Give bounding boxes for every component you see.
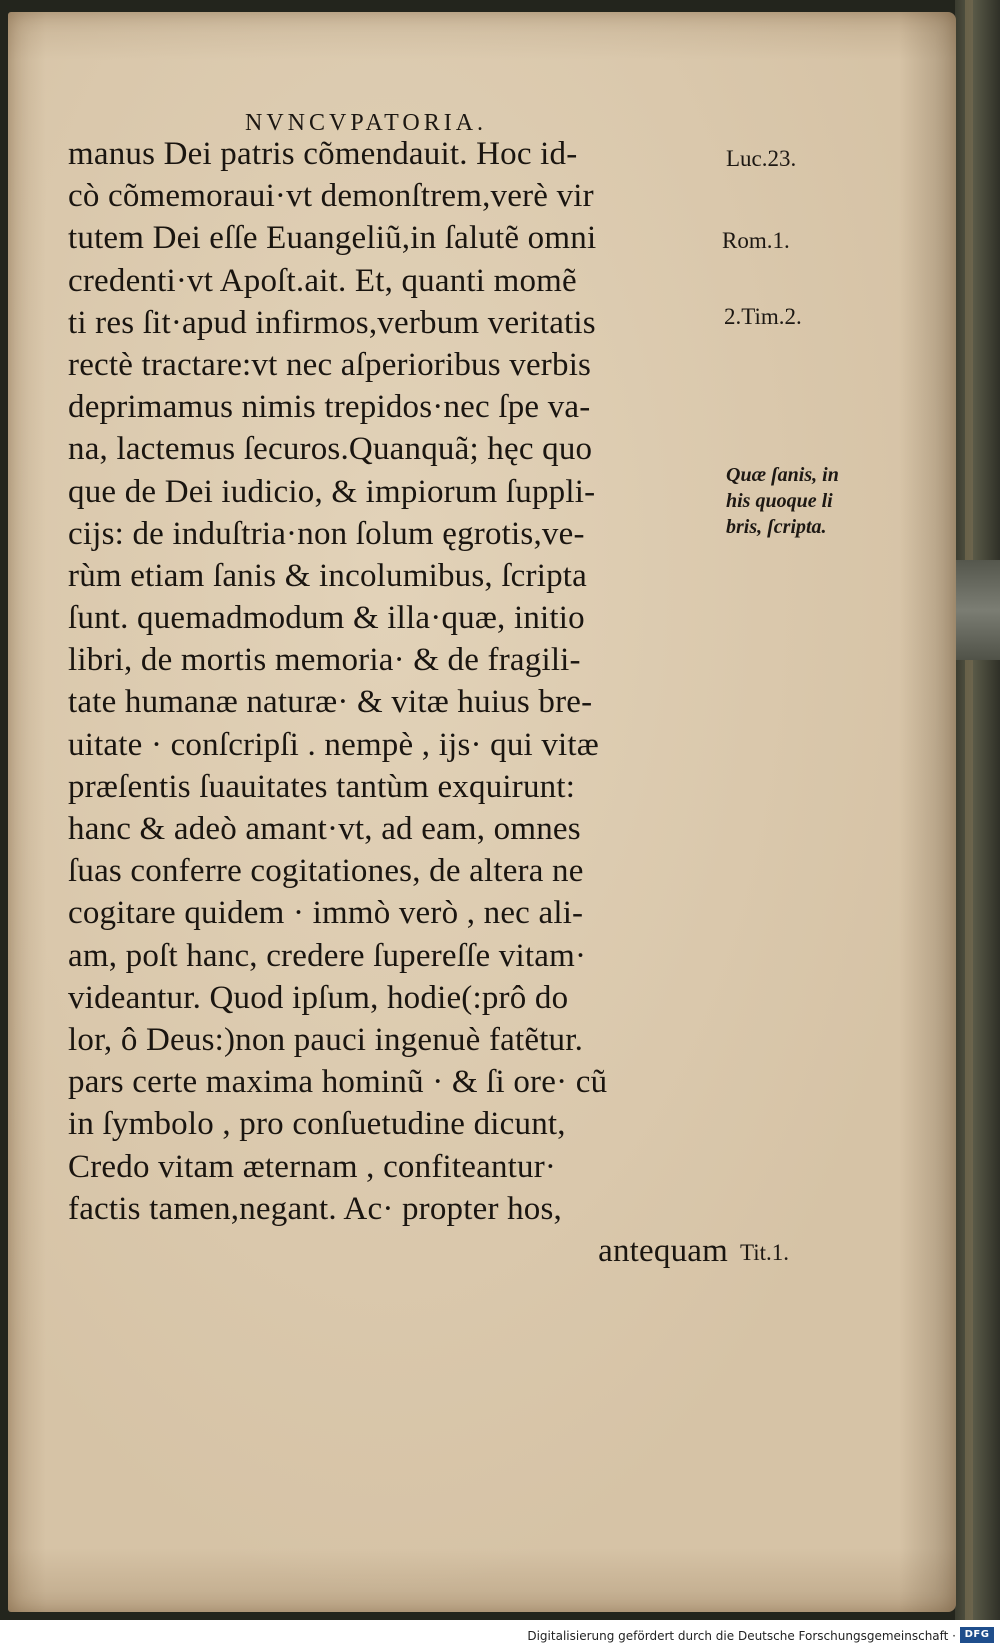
text-line: cogitare quidem · immò verò , nec ali- — [68, 895, 584, 932]
text-line: pars certe maxima hominũ · & ſi ore· cũ — [68, 1064, 608, 1101]
gloss-line: bris, ſcripta. — [726, 516, 827, 538]
binding-edge — [965, 0, 973, 1620]
gloss-line: Quæ ſanis, in — [726, 464, 839, 486]
text-line: manus Dei patris cõmendauit. Hoc id- — [68, 136, 578, 172]
text-line: præſentis ſuauitates tantùm exquirunt: — [68, 768, 576, 805]
text-line: hanc & adeò amant·vt, ad eam, omnes — [68, 811, 581, 847]
funding-credit: Digitalisierung gefördert durch die Deutsche Forschungsgemeinschaft · — [527, 1629, 956, 1643]
text-line: tutem Dei eſſe Euangeliũ,in ſalutẽ omni — [68, 220, 597, 257]
text-line: Credo vitam æternam , confiteantur· — [68, 1148, 557, 1185]
text-line: na, lactemus ſecuros.Quanquã; hęc quo — [68, 431, 593, 468]
gloss-line: his quoque li — [726, 490, 833, 512]
text-line: libri, de mortis memoria· & de fragili- — [68, 642, 581, 679]
dfg-logo: DFG — [960, 1627, 994, 1643]
catchword: antequam — [598, 1232, 728, 1269]
text-line: videantur. Quod ipſum, hodie(:prô do — [68, 979, 569, 1016]
text-line: rùm etiam ſanis & incolumibus, ſcripta — [68, 557, 588, 594]
text-line: am, poſt hanc, credere ſupereſſe vitam· — [68, 937, 587, 974]
book-binding — [955, 0, 1000, 1620]
text-line: uitate · conſcripſi . nempè , ijs· qui vitæ — [68, 726, 599, 763]
text-line: credenti·vt Apoſt.ait. Et, quanti momẽ — [68, 262, 577, 299]
body-text — [68, 133, 728, 1272]
text-line: factis tamen,negant. Ac· propter hos, — [68, 1190, 562, 1227]
text-line: ti res ſit·apud infirmos,verbum veritatis — [68, 304, 596, 341]
margin-gloss — [726, 462, 839, 540]
margin-ref-tit: Tit.1. — [740, 1240, 790, 1265]
text-line: cò cõmemoraui·vt demonſtrem,verè vir — [68, 178, 594, 215]
text-line: cijs: de induſtria·non ſolum ęgrotis,ve- — [68, 515, 585, 552]
text-line: rectè tractare:vt nec aſperioribus verbis — [68, 346, 592, 383]
text-line: deprimamus nimis trepidos·nec ſpe va- — [68, 389, 591, 426]
running-head: NVNCVPATORIA. — [245, 110, 488, 136]
text-line: ſunt. quemadmodum & illa·quæ, initio — [68, 600, 585, 637]
text-line: tate humanæ naturæ· & vitæ huius bre- — [68, 684, 593, 721]
margin-ref-luc: Luc.23. — [726, 146, 797, 171]
margin-ref-tim: 2.Tim.2. — [724, 304, 802, 329]
margin-ref-rom: Rom.1. — [722, 228, 790, 253]
text-line: ſuas conferre cogitationes, de altera ne — [68, 853, 584, 890]
text-line: lor, ô Deus:)non pauci ingenuè fatẽtur. — [68, 1021, 584, 1058]
text-line: in ſymbolo , pro conſuetudine dicunt, — [68, 1106, 566, 1143]
text-line: que de Dei iudicio, & impiorum ſuppli- — [68, 473, 596, 510]
